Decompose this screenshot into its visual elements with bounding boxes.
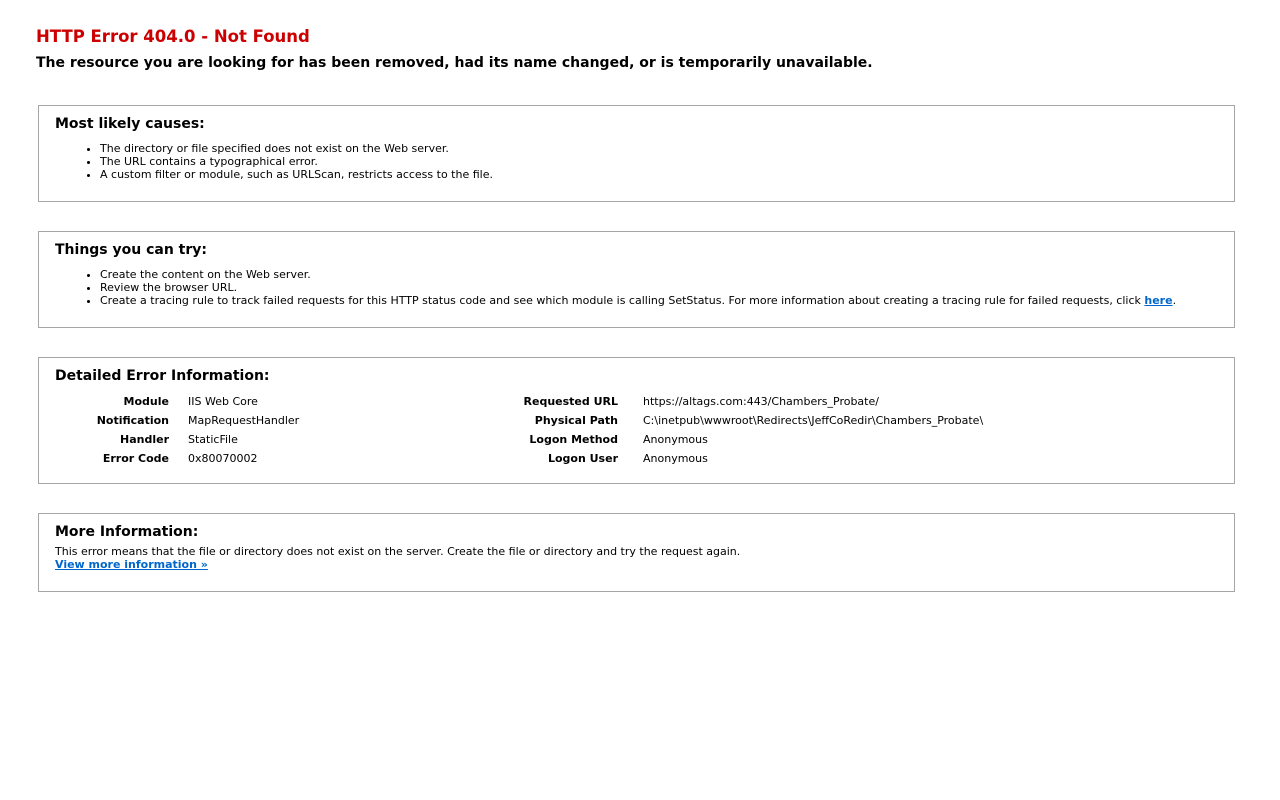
table-row — [55, 414, 299, 433]
more-heading: More Information: — [55, 524, 199, 540]
table-row — [55, 452, 299, 471]
table-row — [499, 395, 983, 414]
table-row — [55, 433, 299, 452]
error-title: HTTP Error 404.0 - Not Found — [36, 27, 310, 46]
detail-label: Module — [123, 395, 169, 408]
table-row — [499, 452, 983, 471]
detail-label: Logon Method — [529, 433, 618, 446]
detail-value: 0x80070002 — [188, 452, 258, 465]
detail-label: Physical Path — [534, 414, 618, 427]
causes-panel — [38, 105, 1235, 202]
detail-table-left — [55, 395, 299, 471]
detail-panel — [38, 357, 1235, 484]
detail-label: Requested URL — [523, 395, 618, 408]
causes-heading: Most likely causes: — [55, 116, 205, 132]
detail-value: StaticFile — [188, 433, 238, 446]
here-link[interactable]: here — [1144, 294, 1173, 307]
list-item: • Create the content on the Web server. — [100, 268, 1176, 281]
error-subtitle: The resource you are looking for has been removed, had its name changed, or is temporarily unavailable. — [36, 55, 873, 71]
table-row — [55, 395, 299, 414]
detail-value: https://altags.com:443/Chambers_Probate/ — [643, 395, 879, 408]
table-row — [499, 414, 983, 433]
list-item: • A custom filter or module, such as URLScan, restricts access to the file. — [100, 168, 493, 181]
detail-label: Logon User — [547, 452, 618, 465]
detail-value: IIS Web Core — [188, 395, 258, 408]
more-panel — [38, 513, 1235, 592]
detail-label: Error Code — [102, 452, 169, 465]
list-item: • The directory or file specified does not exist on the Web server. — [100, 142, 493, 155]
causes-list — [55, 142, 493, 181]
tracing-end: . — [1172, 294, 1177, 307]
view-more-link[interactable]: View more information » — [55, 558, 208, 571]
table-row — [499, 433, 983, 452]
detail-value: Anonymous — [643, 452, 708, 465]
detail-value: C:\inetpub\wwwroot\Redirects\JeffCoRedir\Chambers_Probate\ — [643, 414, 984, 427]
list-item-tracing — [100, 294, 1176, 307]
tracing-text: Create a tracing rule to track failed requests for this HTTP status code and see which module is calling SetStatus. For more information about creating a tracing rule for failed requests, click — [100, 294, 1145, 307]
detail-table-right — [499, 395, 983, 471]
try-panel — [38, 231, 1235, 328]
try-list — [55, 268, 1176, 307]
detail-label: Notification — [96, 414, 169, 427]
list-item: • The URL contains a typographical error. — [100, 155, 493, 168]
detail-value: MapRequestHandler — [188, 414, 300, 427]
detail-label: Handler — [120, 433, 169, 446]
detail-heading: Detailed Error Information: — [55, 368, 270, 384]
detail-value: Anonymous — [643, 433, 708, 446]
try-heading: Things you can try: — [55, 242, 208, 258]
list-item: • Review the browser URL. — [100, 281, 1176, 294]
more-text: This error means that the file or directory does not exist on the server. Create the file or directory and try the request again. — [55, 545, 741, 558]
